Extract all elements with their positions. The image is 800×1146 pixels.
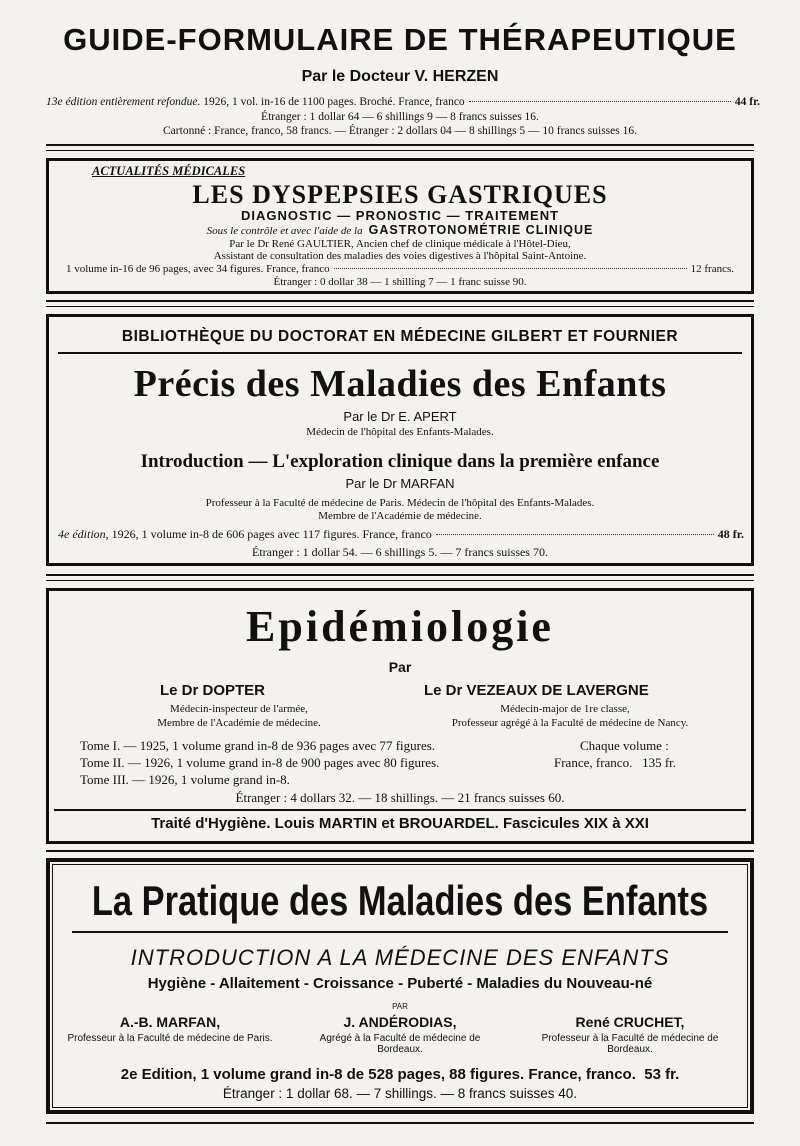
precis-edition: 4e édition, xyxy=(58,527,109,541)
epidemiologie-tome2: Tome II. — 1926, 1 volume grand in-8 de 900 pages avec 80 figures. xyxy=(80,755,440,770)
epidemiologie-price: 135 fr. xyxy=(642,755,677,770)
epidemiologie-author2-role1: Médecin-major de 1re classe, xyxy=(500,703,630,715)
pratique-author2: J. ANDÉRODIAS, xyxy=(343,1014,457,1030)
epidemiologie-author1-role1: Médecin-inspecteur de l'armée, xyxy=(170,703,308,715)
inner-rule xyxy=(72,931,728,933)
dyspepsies-subtitle: DIAGNOSTIC — PRONOSTIC — TRAITEMENT xyxy=(240,208,560,223)
epidemiologie-price-row xyxy=(554,755,676,771)
pratique-foreign: Étranger : 1 dollar 68. — 7 shillings. — 8 francs suisses 40. xyxy=(222,1086,578,1101)
pratique-author3-role: Professeur à la Faculté de médecine de Bordeaux. xyxy=(541,1033,719,1055)
epidemiologie-tome1: Tome I. — 1925, 1 volume grand in-8 de 936 pages avec 77 figures. xyxy=(80,738,436,753)
dyspepsies-control xyxy=(0,223,800,238)
guide-author: Par le Docteur V. HERZEN xyxy=(301,68,499,85)
precis-intro-role2: Membre de l'Académie de médecine. xyxy=(318,510,482,522)
epidemiologie-author1: Le Dr DOPTER xyxy=(160,682,266,699)
guide-foreign: Étranger : 1 dollar 64 — 6 shillings 9 — 8 francs suisses 16. xyxy=(261,111,539,123)
epidemiologie-title: Epidémiologie xyxy=(246,602,554,651)
epidemiologie-par: Par xyxy=(388,659,412,675)
dyspepsies-price: 12 francs. xyxy=(690,263,734,275)
pratique-topics: Hygiène - Allaitement - Croissance - Puberté - Maladies du Nouveau-né xyxy=(147,975,653,992)
separator-rule xyxy=(46,1122,754,1124)
dot-leader xyxy=(334,268,687,269)
dyspepsies-author: Par le Dr René GAULTIER, Ancien chef de clinique médicale à l'Hôtel-Dieu, xyxy=(229,238,571,250)
pratique-author2-role: Agrégé à la Faculté de médecine de Bordeaux. xyxy=(319,1033,481,1055)
dyspepsies-control-prefix: Sous le contrôle et avec l'aide de la xyxy=(206,225,363,237)
precis-intro-author: Par le Dr MARFAN xyxy=(345,476,455,491)
precis-author: Par le Dr E. APERT xyxy=(343,409,457,424)
dot-leader xyxy=(436,534,714,535)
dot-leader xyxy=(469,101,731,102)
dyspepsies-title: LES DYSPEPSIES GASTRIQUES xyxy=(192,180,608,209)
precis-intro: Introduction — L'exploration clinique dans la première enfance xyxy=(140,451,660,472)
precis-title: Précis des Maladies des Enfants xyxy=(133,363,667,405)
epidemiologie-tome3: Tome III. — 1926, 1 volume grand in-8. xyxy=(80,772,290,787)
separator-rule xyxy=(46,300,754,302)
pratique-price: 53 fr. xyxy=(644,1066,680,1083)
pratique-par: PAR xyxy=(392,1002,408,1011)
pratique-author1-role: Professeur à la Faculté de médecine de Paris. xyxy=(67,1033,273,1044)
precis-author-role: Médecin de l'hôpital des Enfants-Malades. xyxy=(306,426,494,438)
pratique-subtitle: INTRODUCTION A LA MÉDECINE DES ENFANTS xyxy=(130,945,670,970)
pratique-edition-row xyxy=(0,1066,800,1083)
pratique-edition: 2e Edition, 1 volume grand in-8 de 528 pages, 88 figures. France, franco. xyxy=(120,1066,636,1083)
separator-rule xyxy=(46,144,754,146)
precis-price: 48 fr. xyxy=(717,527,744,541)
epidemiologie-france: France, franco. xyxy=(554,755,633,770)
epidemiologie-traite: Traité d'Hygiène. Louis MARTIN et BROUARDEL. Fascicules XIX à XXI xyxy=(151,815,649,832)
inner-rule xyxy=(58,352,742,354)
dyspepsies-control-main: GASTROTONOMÉTRIE CLINIQUE xyxy=(368,223,594,237)
guide-price: 44 fr. xyxy=(734,96,760,108)
epidemiologie-author2: Le Dr VEZEAUX DE LAVERGNE xyxy=(424,682,649,699)
precis-details: 1926, 1 volume in-8 de 606 pages avec 117 figures. France, franco xyxy=(111,527,432,541)
dyspepsies-foreign: Étranger : 0 dollar 38 — 1 shilling 7 — 1 franc suisse 90. xyxy=(273,276,527,288)
epidemiologie-author2-role2: Professeur agrégé à la Faculté de médecine de Nancy. xyxy=(451,717,689,729)
inner-rule xyxy=(54,809,746,811)
dyspepsies-details-row xyxy=(66,263,734,275)
pratique-author3: René CRUCHET, xyxy=(575,1014,685,1030)
guide-details: 1926, 1 vol. in-16 de 1100 pages. Broché. France, franco xyxy=(203,96,465,108)
separator-rule xyxy=(46,306,754,307)
dyspepsies-series: ACTUALITÉS MÉDICALES xyxy=(92,164,246,178)
precis-details-row xyxy=(58,527,744,542)
pratique-title: La Pratique des Maladies des Enfants xyxy=(91,877,709,924)
guide-details-row xyxy=(46,96,760,108)
dyspepsies-details: 1 volume in-16 de 96 pages, avec 34 figures. France, franco xyxy=(66,263,330,275)
guide-title: GUIDE-FORMULAIRE DE THÉRAPEUTIQUE xyxy=(63,22,737,57)
separator-rule xyxy=(46,150,754,151)
epidemiologie-foreign: Étranger : 4 dollars 32. — 18 shillings. — 21 francs suisses 60. xyxy=(235,790,565,805)
separator-rule xyxy=(46,580,754,581)
separator-rule xyxy=(46,574,754,576)
separator-rule xyxy=(46,850,754,852)
epidemiologie-chaque: Chaque volume : xyxy=(580,738,669,753)
guide-cartonne: Cartonné : France, franco, 58 francs. — Étranger : 2 dollars 04 — 8 shillings 5 — 10 francs suisses 16. xyxy=(163,125,637,137)
guide-edition: 13e édition entièrement refondue. xyxy=(46,96,201,108)
precis-foreign: Étranger : 1 dollar 54. — 6 shillings 5. — 7 francs suisses 70. xyxy=(252,545,548,559)
dyspepsies-author2: Assistant de consultation des maladies des voies digestives à l'hôpital Saint-Antoine. xyxy=(213,250,587,262)
precis-intro-role1: Professeur à la Faculté de médecine de Paris. Médecin de l'hôpital des Enfants-Malades. xyxy=(205,497,595,509)
pratique-author1: A.-B. MARFAN, xyxy=(119,1014,221,1030)
precis-series: BIBLIOTHÈQUE DU DOCTORAT EN MÉDECINE GILBERT ET FOURNIER xyxy=(121,328,679,345)
epidemiologie-author1-role2: Membre de l'Académie de médecine. xyxy=(157,717,321,729)
